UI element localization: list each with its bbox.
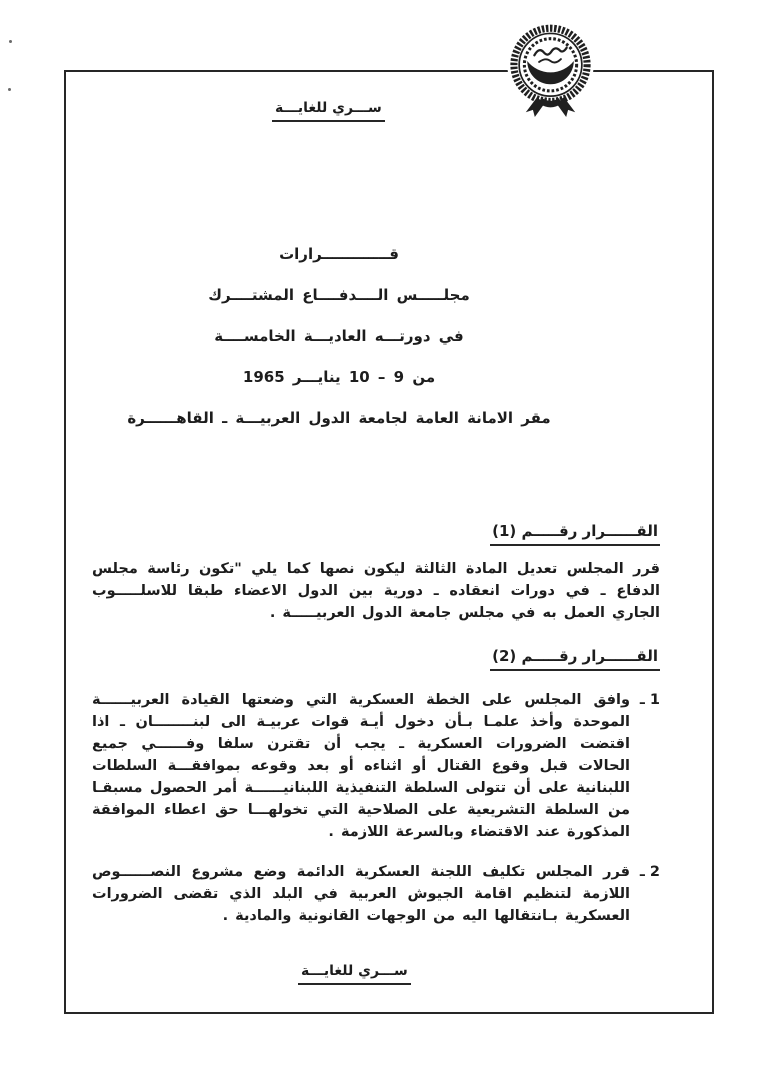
- scan-artifact: [8, 88, 11, 91]
- resolutions-section: [92, 521, 660, 927]
- item-2-number: 2 ـ: [639, 864, 660, 880]
- classification-marking-bottom: [298, 963, 411, 985]
- classification-marking-top: [272, 100, 385, 122]
- council-name-line: مجلـــــس الــــدفــــاع المشتــــرك: [208, 286, 470, 304]
- classification-top-text: ســـري للغايـــة: [272, 100, 385, 122]
- resolution-1-title-text: القــــــرار رقـــــم (1): [490, 521, 660, 546]
- resolution-2-title: [92, 646, 660, 671]
- location-line: مقر الامانة العامة لجامعة الدول العربيـــة ـ القاهــــــرة: [127, 409, 551, 427]
- resolution-2-item-1: [92, 689, 660, 843]
- item-1-number: 1 ـ: [639, 692, 660, 708]
- date-line: من 9 – 10 ينايـــر 1965: [242, 368, 436, 386]
- resolution-1-title: [92, 521, 660, 546]
- scan-artifact: [9, 40, 12, 43]
- item-2-text: قرر المجلس تكليف اللجنة العسكرية الدائمة وضع مشروع النصــــــوص اللازمة لتنظيم اقامة الجيوش العربية في البلد الذي تقضى الضرورات العسكرية بـانتقالها اليه من الوجهات القانونية والمادية .: [92, 864, 630, 924]
- classification-bottom-text: ســـري للغايـــة: [298, 963, 411, 985]
- item-1-text: وافق المجلس على الخطة العسكرية التي وضعتها القيادة العربيــــــة الموحدة وأخذ علمـا بـأن دخول أيـة قوات عربيـة الى لبنــــــــان ـ اذا اقتضت الضرورات العسكرية ـ يجب أن تقترن سلفا وفــــــي جميع الحالات قبل وقوع القتال أو اثناءه أو بعد وقوعه بموافقـــة السلطات اللبنانية على أن تتولى السلطة التنفيذية اللبنانيــــــة أمر الحصول مسبقـا من السلطة التشريعية على الصلاحية التي تخولهـــا حق اعطاء الموافقة المذكورة عند الاقتضاء وبالسرعة اللازمة .: [92, 692, 630, 840]
- document-title: قـــــــــــــرارات: [279, 245, 399, 263]
- resolution-2-item-2: [92, 861, 660, 927]
- document-header: [94, 244, 584, 429]
- resolution-2-title-text: القــــــرار رقـــــم (2): [490, 646, 660, 671]
- session-line: في دورتـــه العاديـــة الخامســــة: [214, 327, 464, 345]
- resolution-1-body: قرر المجلس تعديل المادة الثالثة ليكون نصها كما يلي "تكون رئاسة مجلس الدفاع ـ في دورات انعقاده ـ دورية بين الدول الاعضاء طبقا للاسلـــــوب الجاري العمل به في مجلس جامعة الدول العربيـــــة .: [92, 561, 660, 621]
- arab-league-emblem: [503, 21, 598, 120]
- arab-league-emblem-graphic: [503, 21, 598, 120]
